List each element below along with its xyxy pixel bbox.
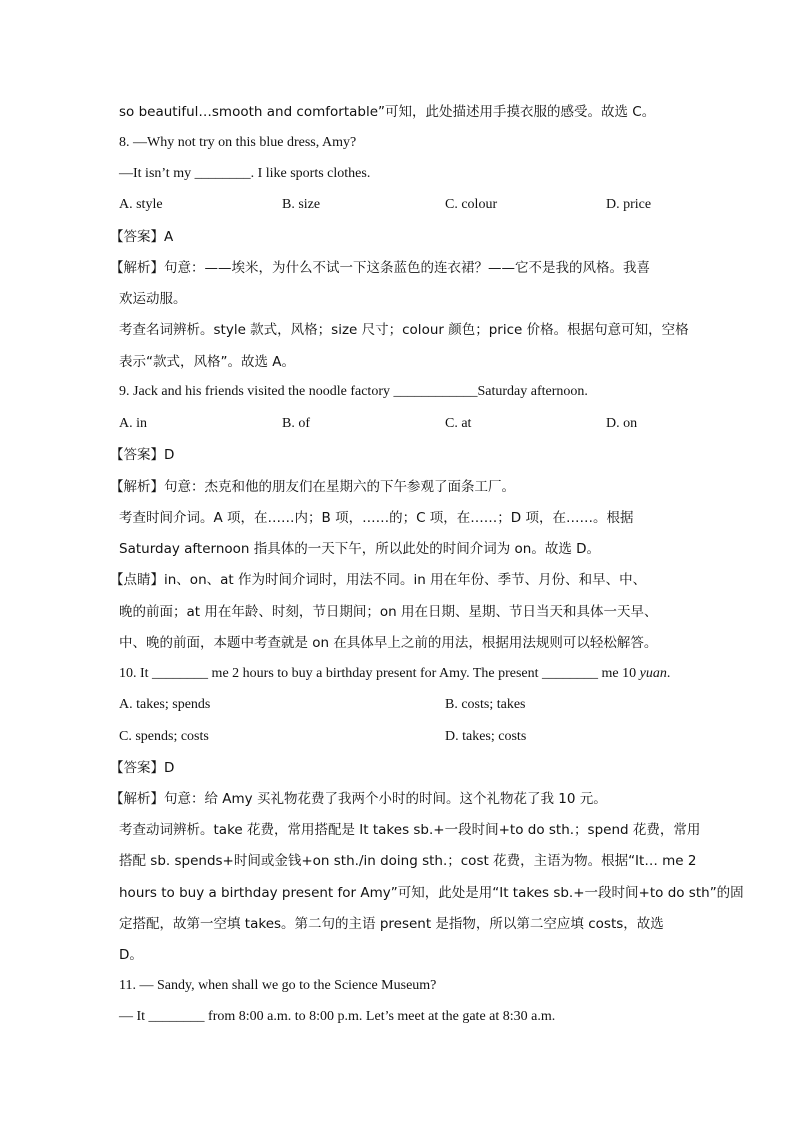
q8-option-d: D. price	[606, 197, 652, 212]
q10-answer: 【答案】D	[110, 760, 175, 776]
q10-explanation-1: 【解析】句意：给 Amy 买礼物花费了我两个小时的时间。这个礼物花了我 10 元。	[110, 791, 607, 807]
q10-option-a: A. takes; spends	[119, 697, 211, 712]
question-10	[119, 664, 679, 684]
text-line: so beautiful…smooth and comfortable”可知，此处描述用手摸衣服的感受。故选 C。	[119, 104, 656, 120]
question-10-end: .	[666, 666, 671, 681]
q8-option-b: B. size	[282, 197, 321, 212]
q9-option-b: B. of	[282, 416, 310, 431]
q10-option-b: B. costs; takes	[445, 697, 526, 712]
q10-explanation-6: D。	[119, 947, 143, 963]
q10-option-d: D. takes; costs	[445, 729, 527, 744]
q9-explanation-1: 【解析】句意：杰克和他的朋友们在星期六的下午参观了面条工厂。	[110, 479, 515, 495]
q8-explanation-4: 表示“款式，风格”。故选 A。	[119, 354, 296, 370]
question-11-line2: — It ________ from 8:00 a.m. to 8:00 p.m. Let’s meet at the gate at 8:30 a.m.	[119, 1009, 556, 1024]
question-9: 9. Jack and his friends visited the noodle factory ____________Saturday afternoon.	[119, 384, 588, 399]
q9-tip-1: 【点睛】in、on、at 作为时间介词时，用法不同。in 用在年份、季节、月份、和早、中、	[110, 572, 647, 588]
q10-explanation-5: 定搭配，故第一空填 takes。第二句的主语 present 是指物，所以第二空应填 costs，故选	[119, 916, 664, 932]
question-11: 11. — Sandy, when shall we go to the Science Museum?	[119, 978, 437, 993]
q8-explanation-1: 【解析】句意：——埃米，为什么不试一下这条蓝色的连衣裙？——它不是我的风格。我喜	[110, 260, 650, 276]
q9-option-d: D. on	[606, 416, 638, 431]
question-8-line2: —It isn’t my ________. I like sports clothes.	[119, 166, 371, 181]
q8-explanation-2: 欢运动服。	[119, 291, 187, 307]
q9-answer: 【答案】D	[110, 447, 175, 463]
q10-explanation-2: 考查动词辨析。take 花费，常用搭配是 It takes sb.+一段时间+to do sth.；spend 花费，常用	[119, 822, 701, 838]
q9-option-c: C. at	[445, 416, 472, 431]
question-10-text: 10. It ________ me 2 hours to buy a birthday present for Amy. The present ________ me 10	[119, 666, 640, 681]
q10-option-c: C. spends; costs	[119, 729, 209, 744]
q8-explanation-3: 考查名词辨析。style 款式，风格；size 尺寸；colour 颜色；price 价格。根据句意可知，空格	[119, 322, 689, 338]
q9-tip-3: 中、晚的前面，本题中考查就是 on 在具体早上之前的用法，根据用法规则可以轻松解答。	[119, 635, 658, 651]
q9-tip-2: 晚的前面；at 用在年龄、时刻，节日期间；on 用在日期、星期、节日当天和具体一天早、	[119, 604, 658, 620]
question-10-yuan: yuan	[639, 666, 667, 681]
q10-explanation-3: 搭配 sb. spends+时间或金钱+on sth./in doing sth.；cost 花费，主语为物。根据“It… me 2	[119, 853, 697, 869]
question-8: 8. —Why not try on this blue dress, Amy?	[119, 135, 357, 150]
q8-option-a: A. style	[119, 197, 163, 212]
q8-option-c: C. colour	[445, 197, 498, 212]
q9-option-a: A. in	[119, 416, 147, 431]
q8-answer: 【答案】A	[110, 229, 174, 245]
q9-explanation-3: Saturday afternoon 指具体的一天下午，所以此处的时间介词为 on。故选 D。	[119, 541, 601, 557]
q10-explanation-4: hours to buy a birthday present for Amy”可知，此处是用“It takes sb.+一段时间+to do sth”的固	[119, 885, 744, 901]
q9-explanation-2: 考查时间介词。A 项，在……内；B 项，……的；C 项，在……；D 项，在……。根据	[119, 510, 634, 526]
